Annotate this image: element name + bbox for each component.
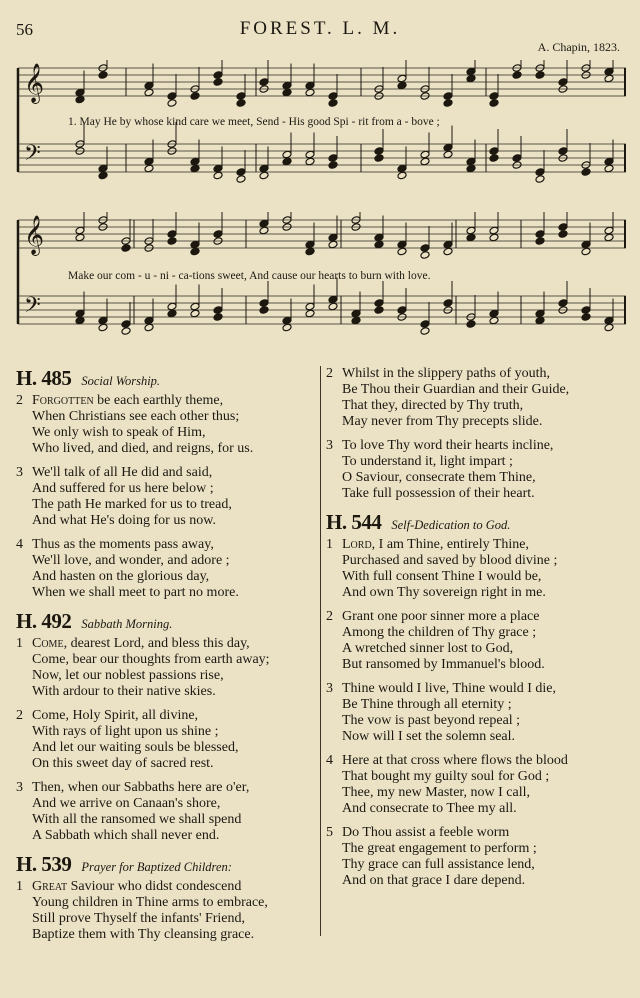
stanza-lines — [342, 366, 626, 430]
note-head — [397, 81, 407, 90]
note-head — [167, 99, 177, 108]
note-head — [581, 306, 591, 315]
line-text: Saviour who didst condescend — [67, 879, 242, 894]
stanza-lines — [32, 879, 316, 943]
note-head — [466, 67, 476, 76]
verse-line: With all the ransomed we shall spend — [32, 812, 242, 827]
note-head — [144, 316, 154, 325]
note-head — [489, 316, 499, 325]
note-head — [489, 233, 499, 242]
note-head — [466, 233, 476, 242]
note-head — [190, 240, 200, 249]
note-head — [558, 230, 568, 239]
stanza — [326, 681, 626, 745]
note-head — [397, 240, 407, 249]
verse-line: And on that grace I dare depend. — [342, 873, 526, 888]
verse-line: Be Thine through all eternity ; — [342, 697, 512, 712]
page-number: 56 — [16, 20, 33, 39]
note-head — [305, 81, 315, 90]
note-head — [236, 168, 246, 177]
verse-line — [32, 636, 316, 652]
note-head — [144, 157, 154, 166]
column-divider — [320, 366, 321, 936]
note-head — [466, 74, 476, 83]
stanza-number: 2 — [16, 708, 23, 723]
note-head — [420, 320, 430, 329]
lyrics-line-2: Make our com - u - ni - ca-tions sweet, And cause our hearts to burn with love. — [68, 270, 431, 282]
note-head — [167, 92, 177, 101]
note-head — [443, 299, 453, 308]
note-head — [489, 147, 499, 156]
verse-line: With full consent Thine I would be, — [342, 569, 542, 584]
note-head — [259, 219, 269, 228]
stanza-number: 5 — [326, 825, 333, 840]
note-head — [144, 88, 154, 97]
note-head — [489, 99, 499, 108]
note-head — [75, 233, 85, 242]
note-head — [443, 240, 453, 249]
music-system-1 — [16, 60, 628, 210]
stanza — [16, 708, 316, 772]
verse-line: And suffered for us here below ; — [32, 481, 214, 496]
note-head — [512, 71, 522, 80]
note-head — [305, 240, 315, 249]
stanza-number: 2 — [16, 393, 23, 408]
verse-line: Thy grace can full assistance lend, — [342, 857, 535, 872]
note-head — [98, 71, 108, 80]
note-head — [121, 327, 131, 336]
stanza-number: 3 — [16, 780, 23, 795]
stanza — [326, 609, 626, 673]
verse-line: Be Thou their Guardian and their Guide, — [342, 382, 570, 397]
stanza — [326, 825, 626, 889]
note-head — [443, 143, 453, 152]
note-head — [305, 157, 315, 166]
verse-line: On this sweet day of sacred rest. — [32, 756, 214, 771]
lyrics-line-1: 1. May He by whose kind care we meet, Send - His good Spi - rit from a - bove ; — [68, 116, 440, 128]
verse-line: Grant one poor sinner more a place — [342, 609, 540, 624]
note-head — [259, 171, 269, 180]
note-head — [75, 95, 85, 104]
hymn-header — [326, 510, 626, 535]
verse-line: That bought my guilty soul for God ; — [342, 769, 550, 784]
note-head — [328, 233, 338, 242]
verse-line: Who lived, and died, and reigns, for us. — [32, 441, 254, 456]
note-head — [75, 226, 85, 235]
note-head — [558, 223, 568, 232]
note-head — [374, 306, 384, 315]
note-head — [98, 164, 108, 173]
verse-line: We'll talk of all He did and said, — [32, 465, 213, 480]
note-head — [581, 313, 591, 322]
note-head — [282, 150, 292, 159]
note-head — [604, 323, 614, 332]
verse-line: And let our waiting souls be blessed, — [32, 740, 239, 755]
note-head — [420, 150, 430, 159]
note-head — [121, 320, 131, 329]
note-head — [167, 230, 177, 239]
verse-line: And we arrive on Canaan's shore, — [32, 796, 221, 811]
stanza-lines — [32, 465, 316, 529]
note-head — [259, 226, 269, 235]
stanza-number: 1 — [16, 879, 23, 894]
note-head — [190, 247, 200, 256]
note-head — [558, 78, 568, 87]
note-head — [282, 81, 292, 90]
note-head — [374, 240, 384, 249]
hymn-subject: Prayer for Baptized Children: — [81, 860, 232, 874]
note-head — [489, 154, 499, 163]
stanza-number: 1 — [16, 636, 23, 651]
verse-line: We only wish to speak of Him, — [32, 425, 206, 440]
note-head — [282, 323, 292, 332]
staff-notation-1 — [16, 60, 628, 210]
stanza-lines — [342, 537, 626, 601]
note-head — [604, 226, 614, 235]
note-head — [144, 323, 154, 332]
note-head — [604, 233, 614, 242]
note-head — [282, 316, 292, 325]
verse-line: Thine would I live, Thine would I die, — [342, 681, 556, 696]
note-head — [259, 306, 269, 315]
hymn-header — [16, 852, 316, 877]
note-head — [420, 157, 430, 166]
note-head — [144, 81, 154, 90]
note-head — [443, 99, 453, 108]
stanza-lines — [32, 708, 316, 772]
note-head — [604, 74, 614, 83]
hymn-subject: Social Worship. — [81, 374, 161, 388]
verse-line: And what He's doing for us now. — [32, 513, 216, 528]
hymn-header — [16, 366, 316, 391]
verse-line: May never from Thy precepts slide. — [342, 414, 543, 429]
note-head — [305, 88, 315, 97]
stanza — [16, 780, 316, 844]
verse-line: Come, Holy Spirit, all divine, — [32, 708, 199, 723]
stanza-lines — [32, 636, 316, 700]
stanza — [326, 438, 626, 502]
note-head — [213, 230, 223, 239]
note-head — [328, 302, 338, 311]
stanza-number: 3 — [326, 681, 333, 696]
tune-title: FOREST. L. M. — [239, 18, 401, 39]
stanza-lines — [342, 825, 626, 889]
verse-line: The path He marked for us to tread, — [32, 497, 232, 512]
bass-clef-icon: 𝄢 — [24, 141, 41, 171]
verse-line: A Sabbath which shall never end. — [32, 828, 220, 843]
note-head — [213, 306, 223, 315]
note-head — [604, 316, 614, 325]
note-head — [512, 154, 522, 163]
hymn-subject: Sabbath Morning. — [81, 617, 173, 631]
note-head — [397, 247, 407, 256]
note-head — [466, 157, 476, 166]
note-head — [581, 247, 591, 256]
verse-line: Among the children of Thy grace ; — [342, 625, 537, 640]
note-head — [466, 226, 476, 235]
verse-line: Purchased and saved by blood divine ; — [342, 553, 558, 568]
stanza-number: 2 — [326, 366, 333, 381]
note-head — [397, 306, 407, 315]
verse-line: And hasten on the glorious day, — [32, 569, 210, 584]
note-head — [581, 168, 591, 177]
note-head — [213, 313, 223, 322]
note-head — [351, 316, 361, 325]
note-head — [328, 92, 338, 101]
hymn-number: H. 485 — [16, 366, 72, 390]
verse-line — [32, 393, 316, 409]
stanza — [326, 537, 626, 601]
note-head — [144, 164, 154, 173]
note-head — [535, 309, 545, 318]
verse-line: And own Thy sovereign right in me. — [342, 585, 546, 600]
hymn-number: H. 539 — [16, 852, 72, 876]
note-head — [190, 309, 200, 318]
note-head — [167, 302, 177, 311]
note-head — [443, 92, 453, 101]
note-head — [489, 309, 499, 318]
verse-line: A wretched sinner lost to God, — [342, 641, 514, 656]
verse-line: Whilst in the slippery paths of youth, — [342, 366, 551, 381]
note-head — [259, 78, 269, 87]
verse-line: When we shall meet to part no more. — [32, 585, 239, 600]
note-head — [374, 147, 384, 156]
hymn-number: H. 492 — [16, 609, 72, 633]
verse-line: Now, let our noblest passions rise, — [32, 668, 224, 683]
drop-word: Come — [32, 636, 64, 651]
note-head — [328, 154, 338, 163]
note-head — [489, 226, 499, 235]
treble-clef-icon: 𝄞 — [24, 215, 45, 255]
note-head — [328, 161, 338, 170]
note-head — [236, 92, 246, 101]
note-head — [558, 299, 568, 308]
verse-line: With rays of light upon us shine ; — [32, 724, 219, 739]
bass-clef-icon: 𝄢 — [24, 293, 41, 323]
verse-line: The great engagement to perform ; — [342, 841, 537, 856]
verse-line: When Christians see each other thus; — [32, 409, 240, 424]
treble-clef-icon: 𝄞 — [24, 63, 45, 103]
note-head — [282, 157, 292, 166]
verse-line: Still prove Thyself the infants' Friend, — [32, 911, 246, 926]
note-head — [420, 327, 430, 336]
verse-line — [342, 537, 626, 553]
note-head — [328, 240, 338, 249]
verse-line: To love Thy word their hearts incline, — [342, 438, 554, 453]
note-head — [374, 233, 384, 242]
left-column — [16, 366, 316, 951]
right-column — [326, 366, 626, 897]
composer-credit: A. Chapin, 1823. — [537, 40, 620, 54]
note-head — [489, 92, 499, 101]
note-head — [604, 67, 614, 76]
note-head — [75, 309, 85, 318]
verse-line: Thee, my new Master, now I call, — [342, 785, 530, 800]
verse-line: Baptize them with Thy cleansing grace. — [32, 927, 255, 942]
note-head — [75, 316, 85, 325]
note-head — [466, 320, 476, 329]
verse-line: Now will I set the solemn seal. — [342, 729, 516, 744]
verse-line: We'll love, and wonder, and adore ; — [32, 553, 230, 568]
note-head — [305, 309, 315, 318]
stanza-lines — [342, 438, 626, 502]
stanza-lines — [342, 753, 626, 817]
stanza — [326, 366, 626, 430]
note-head — [328, 99, 338, 108]
verse-line: Do Thou assist a feeble worm — [342, 825, 510, 840]
note-head — [305, 150, 315, 159]
note-head — [213, 164, 223, 173]
note-head — [259, 164, 269, 173]
note-head — [213, 78, 223, 87]
note-head — [604, 164, 614, 173]
drop-word: Lord — [342, 537, 372, 552]
note-head — [236, 99, 246, 108]
note-head — [351, 309, 361, 318]
stanza — [16, 879, 316, 943]
note-head — [535, 316, 545, 325]
note-head — [535, 230, 545, 239]
verse-line: That they, directed by Thy truth, — [342, 398, 524, 413]
hymn-subject: Self-Dedication to God. — [391, 518, 511, 532]
note-head — [98, 323, 108, 332]
hymn-header — [16, 609, 316, 634]
verse-line: O Saviour, consecrate them Thine, — [342, 470, 536, 485]
note-head — [305, 247, 315, 256]
stanza-lines — [32, 780, 316, 844]
music-system-2 — [16, 212, 628, 362]
note-head — [535, 175, 545, 184]
stanza-lines — [342, 609, 626, 673]
note-head — [397, 164, 407, 173]
note-head — [535, 71, 545, 80]
line-text: , I am Thine, entirely Thine, — [371, 537, 530, 552]
note-head — [581, 240, 591, 249]
stanza-number: 2 — [326, 609, 333, 624]
note-head — [190, 164, 200, 173]
verse-line: Young children in Thine arms to embrace, — [32, 895, 268, 910]
stanza-number: 4 — [16, 537, 23, 552]
stanza — [326, 753, 626, 817]
note-head — [604, 157, 614, 166]
verse-line: To understand it, light impart ; — [342, 454, 513, 469]
verse-line: Take full possession of their heart. — [342, 486, 535, 501]
stanza-lines — [32, 393, 316, 457]
note-head — [328, 295, 338, 304]
note-head — [121, 244, 131, 253]
note-head — [98, 171, 108, 180]
line-text: , dearest Lord, and bless this day, — [63, 636, 250, 651]
note-head — [75, 88, 85, 97]
note-head — [259, 299, 269, 308]
note-head — [535, 237, 545, 246]
note-head — [397, 74, 407, 83]
verse-line: With ardour to their native skies. — [32, 684, 216, 699]
stanza — [16, 537, 316, 601]
note-head — [167, 237, 177, 246]
note-head — [397, 171, 407, 180]
note-head — [236, 175, 246, 184]
stanza — [16, 393, 316, 457]
note-head — [213, 171, 223, 180]
stanza-number: 3 — [16, 465, 23, 480]
note-head — [374, 154, 384, 163]
note-head — [213, 71, 223, 80]
note-head — [374, 299, 384, 308]
hymn-number: H. 544 — [326, 510, 382, 534]
stanza — [16, 636, 316, 700]
note-head — [443, 247, 453, 256]
note-head — [190, 157, 200, 166]
stanza-number: 1 — [326, 537, 333, 552]
note-head — [190, 302, 200, 311]
note-head — [558, 147, 568, 156]
note-head — [282, 88, 292, 97]
verse-line: Then, when our Sabbaths here are o'er, — [32, 780, 250, 795]
stanza-lines — [32, 537, 316, 601]
note-head — [167, 309, 177, 318]
note-head — [443, 150, 453, 159]
note-head — [466, 164, 476, 173]
drop-word: Forgotten — [32, 393, 94, 408]
note-head — [98, 316, 108, 325]
stanza-lines — [342, 681, 626, 745]
verse-line: The vow is past beyond repeal ; — [342, 713, 521, 728]
line-text: be each earthly theme, — [93, 393, 224, 408]
drop-word: Great — [32, 879, 68, 894]
verse-line — [32, 879, 316, 895]
verse-line: And consecrate to Thee my all. — [342, 801, 517, 816]
verse-line: But ransomed by Immanuel's blood. — [342, 657, 545, 672]
verse-line: Thus as the moments pass away, — [32, 537, 214, 552]
staff-notation-2 — [16, 212, 628, 362]
stanza-number: 4 — [326, 753, 333, 768]
note-head — [535, 168, 545, 177]
note-head — [420, 244, 430, 253]
stanza-number: 3 — [326, 438, 333, 453]
note-head — [190, 92, 200, 101]
note-head — [420, 251, 430, 260]
verse-line: Come, bear our thoughts from earth away; — [32, 652, 270, 667]
note-head — [305, 302, 315, 311]
verse-line: Here at that cross where flows the blood — [342, 753, 568, 768]
stanza — [16, 465, 316, 529]
